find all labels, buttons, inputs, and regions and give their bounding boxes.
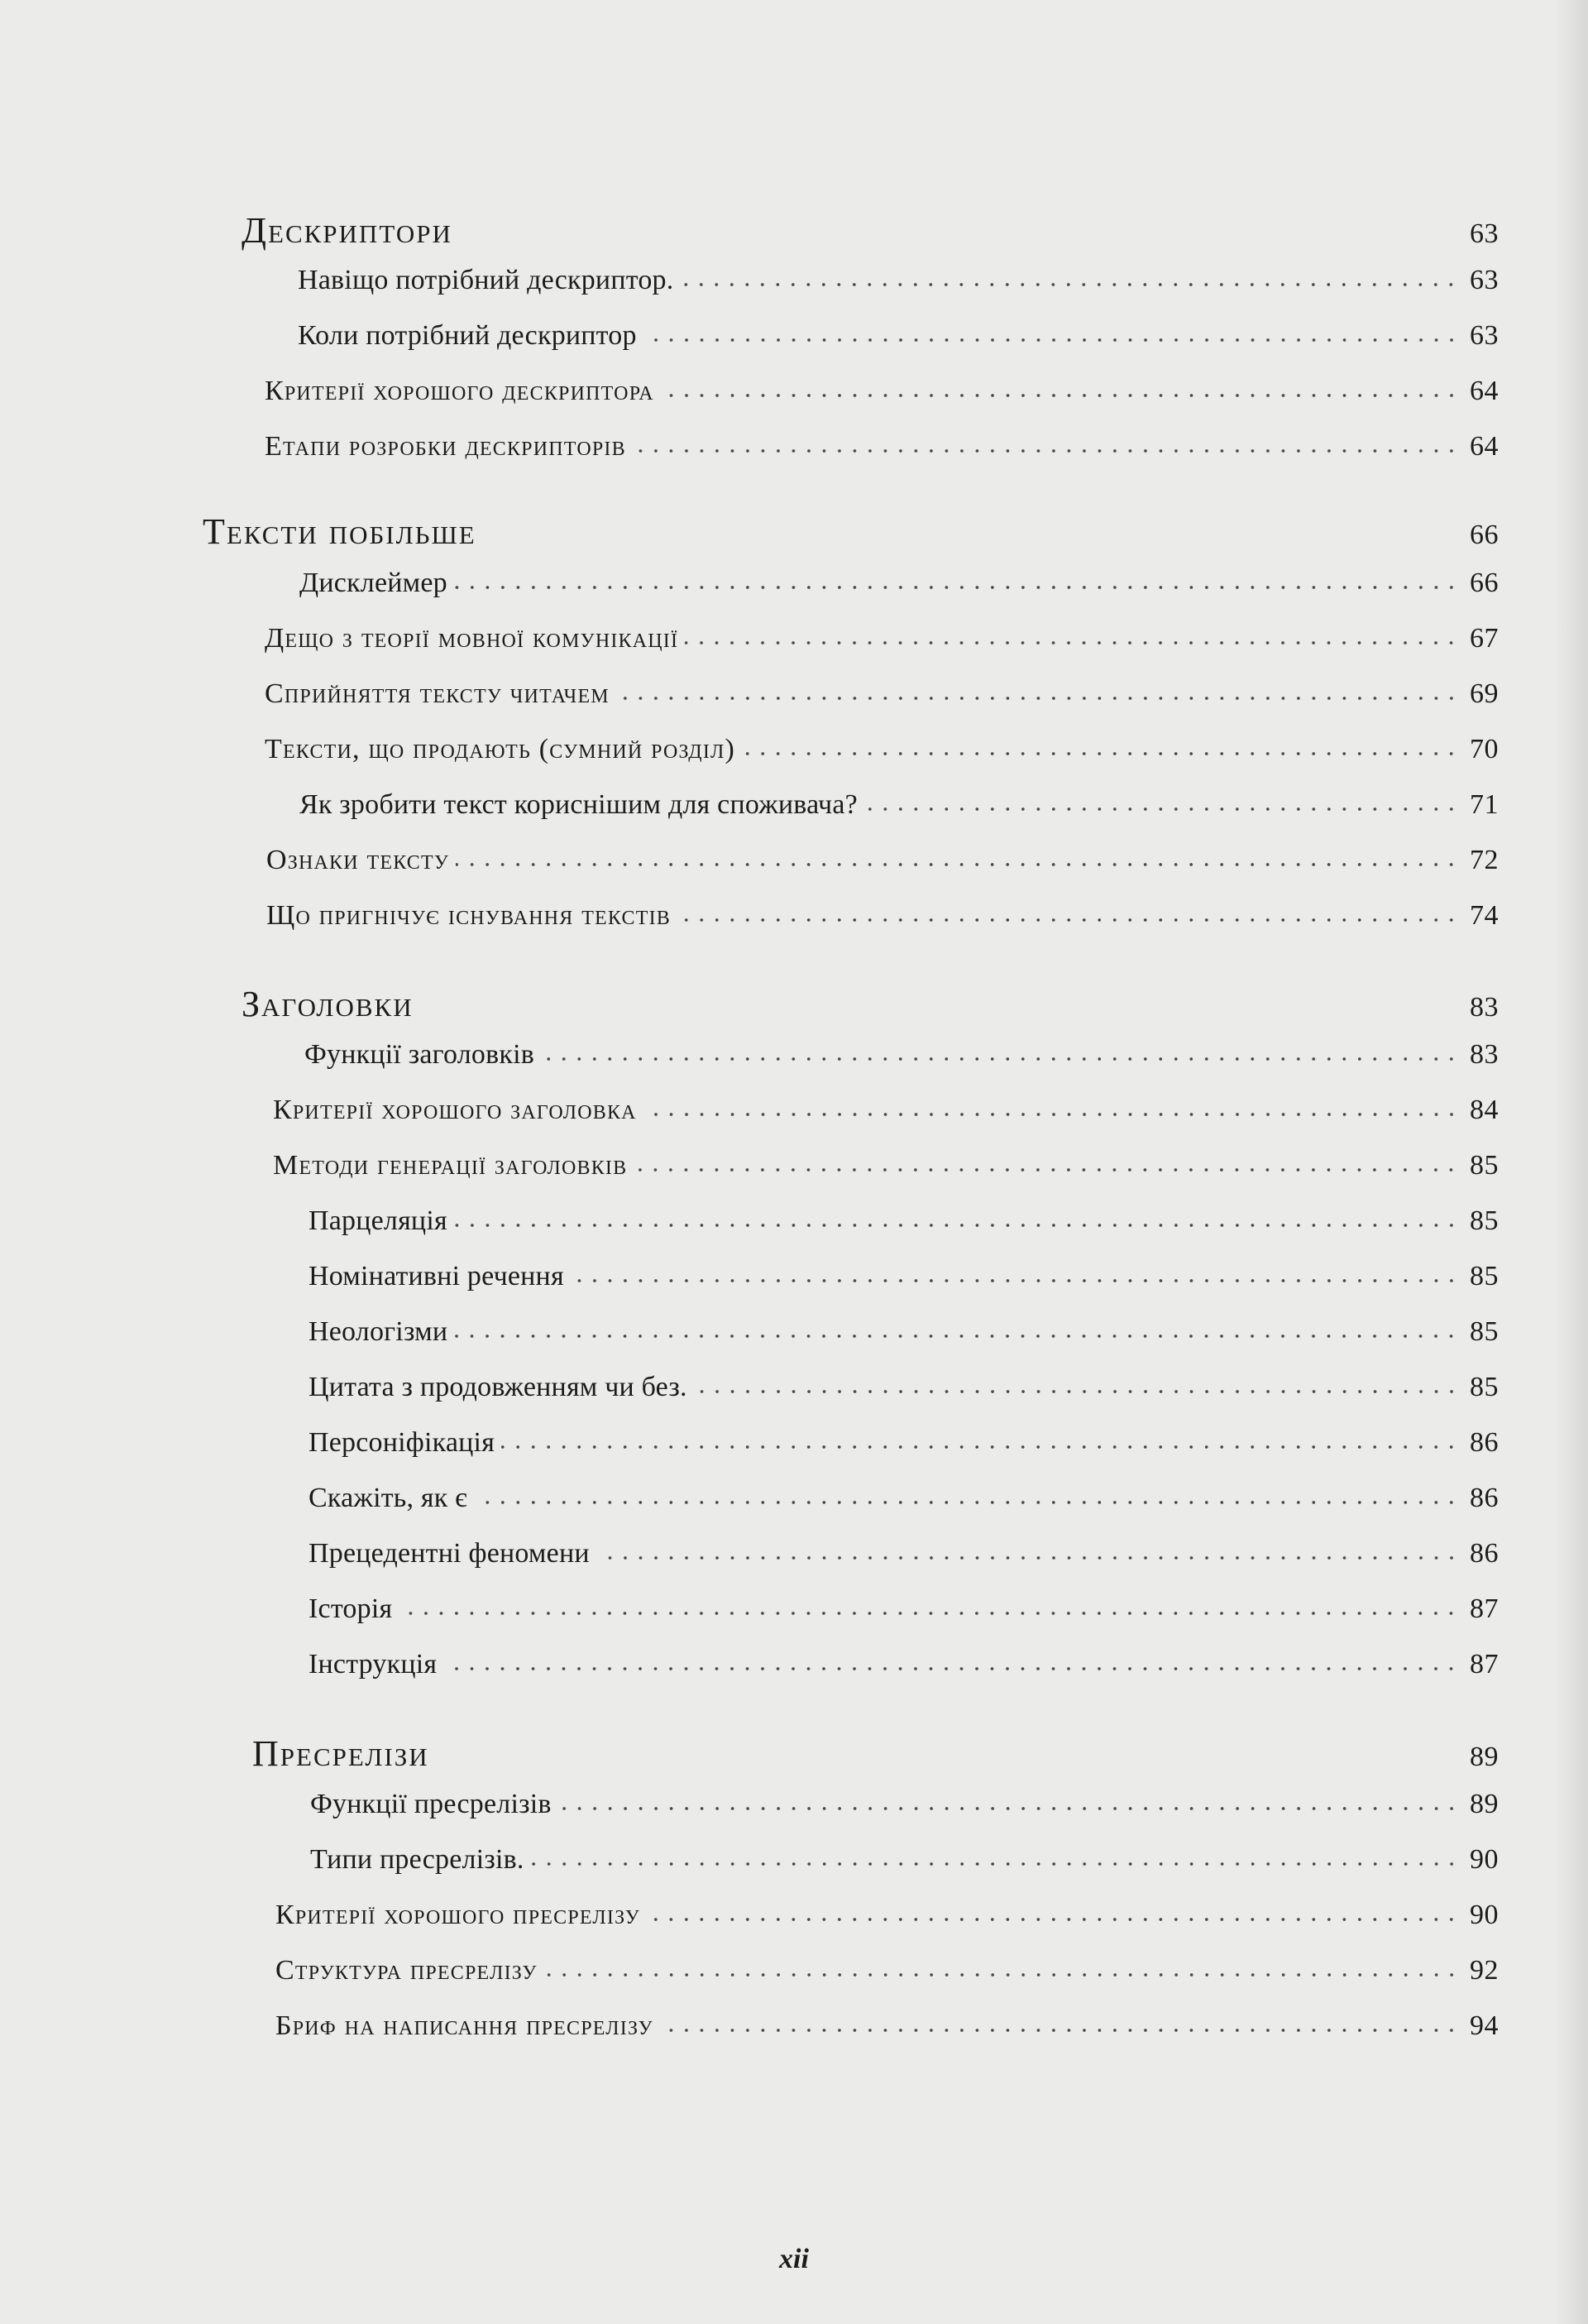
page-edge-shadow xyxy=(1555,0,1588,2324)
toc-page-number: 85 xyxy=(1470,1372,1499,1402)
dot-leader xyxy=(443,1666,1459,1671)
dot-leader xyxy=(643,1112,1459,1117)
dot-leader xyxy=(541,1057,1459,1061)
toc-subsection-entry xyxy=(309,1593,1499,1635)
toc-page-number: 83 xyxy=(1470,1039,1499,1070)
toc-chapter-heading xyxy=(242,983,1499,1024)
dot-leader xyxy=(474,1500,1459,1505)
dot-leader xyxy=(680,282,1459,287)
toc-entry-title: Методи генерації заголовків xyxy=(273,1150,628,1181)
dot-leader xyxy=(661,393,1459,398)
toc-entry-title: Дисклеймер xyxy=(299,568,447,598)
toc-section-entry xyxy=(273,1150,1499,1191)
toc-entry-title: Навіщо потрібний дескриптор. xyxy=(298,265,674,295)
toc-page-number: 92 xyxy=(1470,1955,1499,1986)
toc-subsection-entry xyxy=(298,320,1499,362)
toc-page-number: 89 xyxy=(1470,1789,1499,1819)
toc-subsection-entry xyxy=(309,1483,1499,1524)
toc-page-number: 89 xyxy=(1470,1742,1499,1772)
dot-leader xyxy=(694,1389,1459,1394)
toc-entry-title: Бриф на написання пресрелізу xyxy=(275,2010,653,2041)
toc-section-entry xyxy=(265,678,1499,720)
dot-leader xyxy=(531,1862,1459,1866)
toc-entry-title: Функції пресрелізів xyxy=(310,1789,552,1819)
dot-leader xyxy=(643,338,1459,343)
toc-entry-title: Ознаки тексту xyxy=(266,845,450,875)
toc-subsection-entry xyxy=(298,265,1499,306)
toc-entry-title: Що пригнічує існування текстів xyxy=(266,900,671,931)
dot-leader xyxy=(501,1445,1459,1450)
dot-leader xyxy=(677,918,1459,922)
toc-subsection-entry xyxy=(309,1427,1499,1469)
toc-page-number: 86 xyxy=(1470,1483,1499,1513)
toc-section-entry xyxy=(275,2010,1499,2052)
toc-page-number: 69 xyxy=(1470,678,1499,709)
toc-entry-title: Пресрелізи xyxy=(252,1733,429,1774)
toc-entry-title: Парцеляція xyxy=(309,1205,447,1236)
toc-page-number: 63 xyxy=(1470,265,1499,295)
toc-subsection-entry xyxy=(309,1316,1499,1358)
dot-leader xyxy=(660,2028,1459,2033)
toc-entry-title: Інструкція xyxy=(309,1649,438,1680)
toc-page-number: 85 xyxy=(1470,1316,1499,1347)
toc-page-number: 63 xyxy=(1470,218,1499,249)
toc-page-number: 66 xyxy=(1470,568,1499,598)
toc-section-entry xyxy=(265,734,1499,775)
dot-leader xyxy=(454,1223,1459,1228)
toc-entry-title: Неологізми xyxy=(309,1316,448,1347)
toc-entry-title: Дещо з теорії мовної комунікації xyxy=(265,623,679,654)
toc-section-entry xyxy=(273,1095,1499,1136)
toc-chapter-heading xyxy=(252,1732,1499,1774)
toc-subsection-entry xyxy=(309,1372,1499,1413)
toc-entry-title: Дескриптори xyxy=(242,210,452,251)
toc-entry-title: Прецедентні феномени xyxy=(309,1538,590,1569)
toc-section-entry xyxy=(266,845,1499,886)
toc-entry-title: Тексти побільше xyxy=(203,511,476,552)
dot-leader xyxy=(571,1278,1459,1283)
toc-page-number: 74 xyxy=(1470,900,1499,931)
toc-subsection-entry xyxy=(309,1261,1499,1302)
toc-page-number: 86 xyxy=(1470,1427,1499,1458)
toc-page-number: 86 xyxy=(1470,1538,1499,1569)
toc-entry-title: Критерії хорошого заголовка xyxy=(273,1095,637,1125)
toc-page-number: 85 xyxy=(1470,1205,1499,1236)
dot-leader xyxy=(633,448,1459,453)
toc-entry-title: Заголовки xyxy=(242,984,414,1024)
toc-entry-title: Коли потрібний дескриптор xyxy=(298,320,637,351)
toc-subsection-entry xyxy=(310,1844,1499,1886)
dot-leader xyxy=(558,1806,1459,1811)
toc-entry-title: Функції заголовків xyxy=(304,1039,534,1070)
dot-leader xyxy=(616,696,1459,701)
dot-leader xyxy=(456,862,1459,867)
toc-page-number: 94 xyxy=(1470,2010,1499,2041)
toc-subsection-entry xyxy=(309,1205,1499,1247)
toc-section-entry xyxy=(275,1955,1499,1996)
toc-entry-title: Сприйняття тексту читачем xyxy=(265,678,610,709)
toc-section-entry xyxy=(265,431,1499,472)
dot-leader xyxy=(399,1611,1459,1616)
toc-entry-title: Скажіть, як є xyxy=(309,1483,467,1513)
toc-page-number: 87 xyxy=(1470,1649,1499,1680)
dot-leader xyxy=(647,1917,1459,1922)
toc-subsection-entry xyxy=(299,568,1499,609)
toc-entry-title: Критерії хорошого дескриптора xyxy=(265,376,654,406)
toc-page-number: 72 xyxy=(1470,845,1499,875)
dot-leader xyxy=(454,1334,1459,1339)
toc-page-number: 63 xyxy=(1470,320,1499,351)
dot-leader xyxy=(596,1555,1459,1560)
toc-page-number: 84 xyxy=(1470,1095,1499,1125)
toc-page-number: 64 xyxy=(1470,431,1499,462)
toc-entry-title: Критерії хорошого пресрелізу xyxy=(275,1900,640,1930)
toc-entry-title: Історія xyxy=(309,1593,393,1624)
toc-page-number: 90 xyxy=(1470,1900,1499,1930)
toc-section-entry xyxy=(265,376,1499,417)
toc-page-number: 67 xyxy=(1470,623,1499,654)
dot-leader xyxy=(454,585,1459,590)
toc-page-number: 90 xyxy=(1470,1844,1499,1875)
dot-leader xyxy=(544,1972,1459,1977)
dot-leader xyxy=(742,751,1459,756)
toc-page-number: 85 xyxy=(1470,1261,1499,1291)
toc-chapter-heading xyxy=(242,209,1499,251)
toc-entry-title: Цитата з продовженням чи без. xyxy=(309,1372,687,1402)
toc-subsection-entry xyxy=(310,1789,1499,1830)
toc-page-number: 85 xyxy=(1470,1150,1499,1181)
toc-page-number: 66 xyxy=(1470,520,1499,550)
toc-section-entry xyxy=(265,623,1499,664)
toc-subsection-entry xyxy=(304,1039,1499,1081)
toc-entry-title: Структура пресрелізу xyxy=(275,1955,538,1986)
toc-entry-title: Тексти, що продають (сумний розділ) xyxy=(265,734,736,764)
toc-page-number: 64 xyxy=(1470,376,1499,406)
toc-subsection-entry xyxy=(299,789,1499,831)
toc-section-entry xyxy=(266,900,1499,942)
dot-leader xyxy=(634,1167,1459,1172)
dot-leader xyxy=(685,640,1459,645)
toc-entry-title: Як зробити текст кориснішим для споживача? xyxy=(299,789,858,820)
toc-entry-title: Персоніфікація xyxy=(309,1427,495,1458)
toc-section-entry xyxy=(275,1900,1499,1941)
toc-subsection-entry xyxy=(309,1649,1499,1690)
toc-page-number: 70 xyxy=(1470,734,1499,764)
toc-page-number: 87 xyxy=(1470,1593,1499,1624)
toc-entry-title: Типи пресрелізів. xyxy=(310,1844,524,1875)
toc-chapter-heading xyxy=(203,510,1499,552)
dot-leader xyxy=(864,807,1459,812)
toc-page-number: 71 xyxy=(1470,789,1499,820)
toc-entry-title: Етапи розробки дескрипторів xyxy=(265,431,626,462)
toc-subsection-entry xyxy=(309,1538,1499,1579)
page-number-footer: xii xyxy=(779,2244,809,2274)
toc-entry-title: Номінативні речення xyxy=(309,1261,564,1291)
toc-page-number: 83 xyxy=(1470,992,1499,1023)
